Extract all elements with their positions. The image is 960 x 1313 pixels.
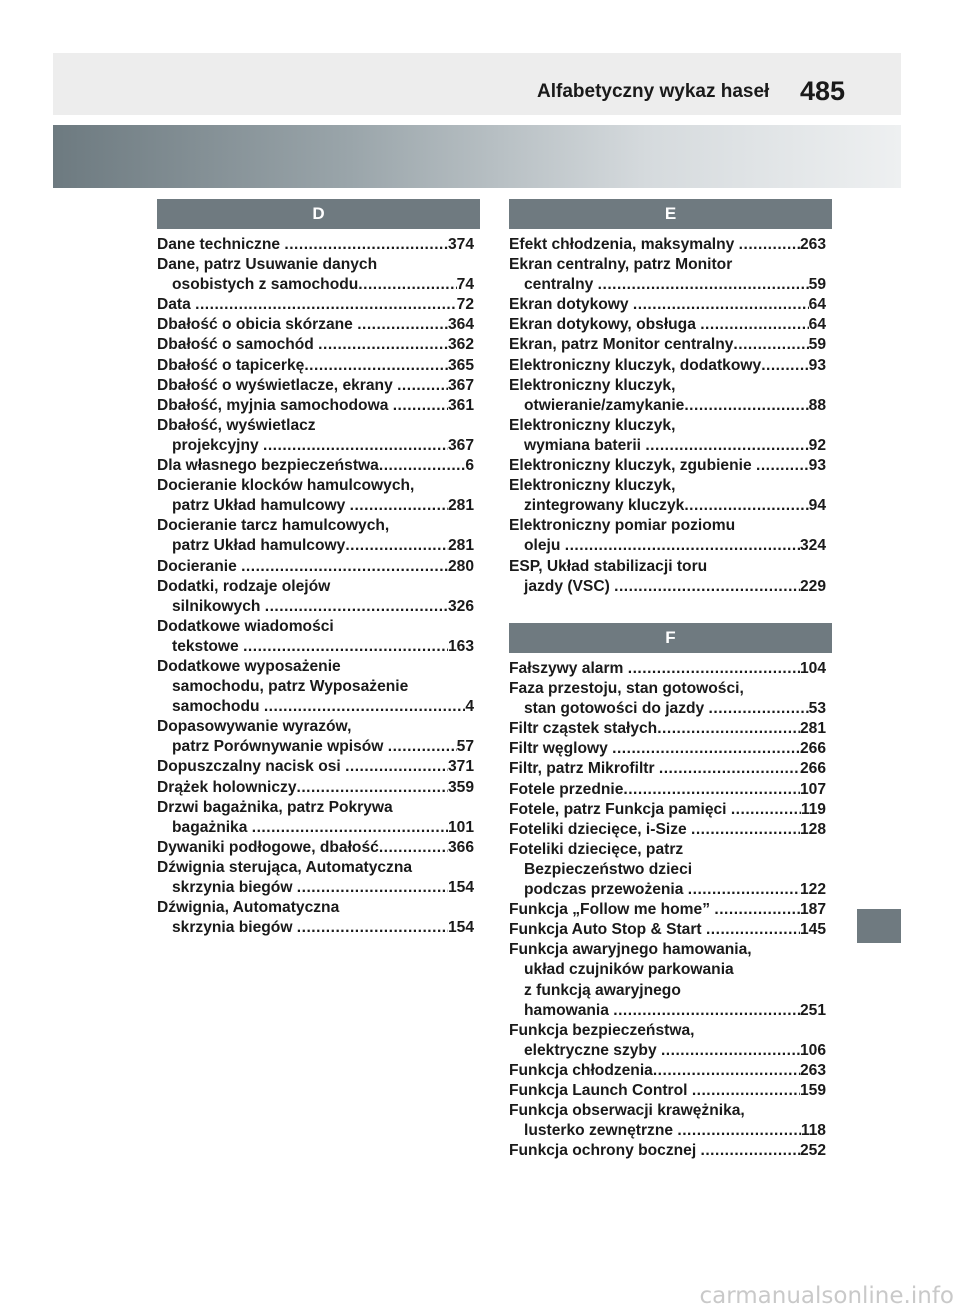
index-entry-text: otwieranie/zamykanie	[524, 396, 685, 414]
index-entry-text: zintegrowany kluczyk	[524, 497, 685, 515]
index-entry-line	[157, 778, 474, 798]
index-entry-text: Dla własnego bezpieczeństwa	[157, 457, 379, 475]
index-entry-line	[157, 315, 474, 335]
index-entry-line	[509, 800, 826, 820]
index-entry-text: Dywaniki podłogowe, dbałość	[157, 838, 379, 856]
dot-leader	[318, 335, 448, 355]
index-entry	[509, 557, 826, 597]
index-entry-text: Elektroniczny kluczyk, dodatkowy	[509, 356, 762, 374]
index-entry-text: Drążek holowniczy	[157, 778, 297, 796]
index-entry	[157, 858, 474, 898]
dot-leader	[357, 315, 448, 335]
index-entry-line	[157, 818, 474, 838]
index-entry	[157, 717, 474, 757]
dot-leader	[709, 699, 809, 719]
index-entry-text: Dbałość, wyświetlacz	[157, 416, 316, 434]
index-entry-line	[157, 275, 474, 295]
page-reference: 122	[799, 881, 826, 899]
index-entry-text: Ekran dotykowy	[509, 296, 633, 314]
page-number: 485	[800, 76, 846, 106]
page-reference: 93	[808, 457, 826, 475]
index-entry-line	[509, 1041, 826, 1061]
index-entry-text: Funkcja obserwacji krawężnika,	[509, 1102, 745, 1120]
page-reference: 371	[447, 758, 474, 776]
page-reference: 59	[808, 336, 826, 354]
index-entry-text: lusterko zewnętrzne	[524, 1122, 678, 1140]
index-entry	[157, 476, 474, 516]
dot-leader	[195, 295, 457, 315]
dot-leader	[684, 396, 808, 416]
dot-leader	[706, 920, 800, 940]
dot-leader	[241, 557, 448, 577]
page-reference: 94	[808, 497, 826, 515]
index-entry-line	[509, 496, 826, 516]
index-entry-text: Funkcja awaryjnego hamowania,	[509, 941, 752, 959]
index-entry-line	[157, 295, 474, 315]
index-entry	[509, 739, 826, 759]
page-reference: 88	[808, 396, 826, 414]
index-entry	[157, 235, 474, 255]
index-entry	[509, 659, 826, 679]
dot-leader	[297, 878, 448, 898]
index-entry-text: Filtr węglowy	[509, 740, 613, 758]
index-entry-text: Funkcja bezpieczeństwa,	[509, 1021, 695, 1039]
index-entry	[509, 315, 826, 335]
dot-leader	[677, 1121, 800, 1141]
page-reference: 119	[800, 800, 826, 818]
index-entry	[157, 456, 474, 476]
index-entry-text: podczas przewożenia	[524, 881, 688, 899]
dot-leader	[761, 356, 808, 376]
index-entry-text: Data	[157, 296, 196, 314]
page-reference: 145	[799, 921, 826, 939]
page-reference: 64	[808, 316, 826, 334]
index-entry-text: Funkcja Launch Control	[509, 1081, 692, 1099]
index-entry-text: Dbałość o tapicerkę	[157, 356, 305, 374]
index-entry-line	[157, 376, 474, 396]
dot-leader	[264, 697, 465, 717]
page-reference: 251	[799, 1001, 826, 1019]
section-heading-e: E	[509, 199, 832, 229]
page-reference: 154	[447, 879, 474, 896]
watermark: carmanualsonline.info	[699, 1283, 954, 1309]
decorative-gradient-band	[53, 125, 901, 188]
index-entry-text: oleju	[524, 537, 565, 555]
index-entry-text: centralny	[524, 276, 598, 294]
index-entry-line	[509, 436, 826, 456]
index-entry-line	[509, 396, 826, 416]
index-entry-line	[509, 900, 826, 920]
page-reference: 281	[447, 497, 474, 515]
dot-leader	[297, 918, 448, 938]
index-entry	[157, 778, 474, 798]
index-entry	[509, 920, 826, 940]
index-entry-line	[157, 557, 474, 577]
index-entry-text: Docieranie tarcz hamulcowych,	[157, 517, 390, 535]
dot-leader	[659, 759, 800, 779]
index-entry-line	[509, 880, 826, 900]
index-entry-text: Dane, patrz Usuwanie danych	[157, 256, 378, 274]
index-entry-line	[157, 536, 474, 556]
index-column-d	[157, 235, 474, 938]
index-entry-text: Efekt chłodzenia, maksymalny	[509, 236, 739, 253]
index-entry	[509, 820, 826, 840]
index-column-f	[509, 659, 826, 1161]
dot-leader	[714, 900, 800, 920]
page-reference: 101	[447, 818, 474, 836]
index-entry-text: Funkcja ochrony bocznej	[509, 1142, 701, 1160]
index-entry-line	[509, 275, 826, 295]
index-entry-line	[509, 335, 826, 355]
dot-leader	[345, 757, 448, 777]
index-entry	[157, 335, 474, 355]
dot-leader	[614, 577, 800, 597]
index-entry-line	[509, 699, 826, 719]
index-entry	[157, 617, 474, 657]
page-reference: 163	[447, 637, 474, 655]
dot-leader	[252, 818, 448, 838]
page-reference: 128	[799, 820, 826, 838]
dot-leader	[598, 275, 809, 295]
page-reference: 6	[465, 457, 474, 475]
index-entry-line	[157, 356, 474, 376]
index-entry	[157, 577, 474, 617]
section-heading-d: D	[157, 199, 480, 229]
page-reference: 252	[799, 1142, 826, 1160]
index-entry-text: Funkcja chłodzenia	[509, 1061, 653, 1079]
index-entry	[157, 416, 474, 456]
dot-leader	[379, 838, 448, 858]
index-entry-text: skrzynia biegów	[172, 919, 297, 937]
index-entry-line	[509, 1081, 826, 1101]
dot-leader	[653, 1061, 800, 1081]
index-entry-text: Dodatki, rodzaje olejów	[157, 577, 331, 595]
dot-leader	[243, 637, 448, 657]
dot-leader	[700, 315, 808, 335]
page-reference: 72	[456, 296, 474, 314]
index-entry-text: Filtr, patrz Mikrofiltr	[509, 760, 659, 778]
index-entry-text: Ekran, patrz Monitor centralny	[509, 336, 734, 354]
index-entry-text: Elektroniczny kluczyk,	[509, 376, 676, 394]
index-entry-line	[509, 235, 826, 255]
index-entry	[509, 1081, 826, 1101]
index-entry-text: osobistych z samochodu	[172, 276, 359, 294]
index-entry-text: Dźwignia, Automatyczna	[157, 899, 340, 917]
dot-leader	[388, 737, 457, 757]
index-entry-line	[157, 757, 474, 777]
index-entry	[509, 759, 826, 779]
index-entry	[509, 840, 826, 900]
dot-leader	[297, 778, 448, 798]
index-entry	[157, 838, 474, 858]
index-entry-text: Fałszywy alarm	[509, 660, 628, 677]
index-entry-line	[509, 1141, 826, 1161]
index-entry-line	[157, 496, 474, 516]
index-entry-text: bagażnika	[172, 818, 252, 836]
index-entry	[509, 900, 826, 920]
index-entry-text: układ czujników parkowania	[524, 961, 734, 979]
page-reference: 281	[799, 720, 826, 738]
dot-leader	[645, 436, 808, 456]
dot-leader	[661, 1041, 800, 1061]
index-entry	[509, 456, 826, 476]
index-entry-line	[157, 697, 474, 717]
index-entry-text: z funkcją awaryjnego	[524, 981, 681, 999]
index-entry	[157, 356, 474, 376]
page-reference: 154	[447, 919, 474, 937]
page-reference: 324	[799, 537, 826, 555]
dot-leader	[379, 456, 465, 476]
page-reference: 361	[447, 396, 474, 414]
dot-leader	[701, 1141, 800, 1161]
index-entry-line	[157, 335, 474, 355]
page-reference: 187	[799, 901, 826, 919]
index-entry	[509, 1061, 826, 1081]
page-reference: 53	[808, 700, 826, 718]
index-entry-line	[509, 315, 826, 335]
index-entry-text: silnikowych	[172, 597, 265, 615]
dot-leader	[657, 719, 800, 739]
dot-leader	[691, 820, 800, 840]
page-reference: 359	[447, 778, 474, 796]
dot-leader	[397, 376, 448, 396]
page-reference: 367	[447, 376, 474, 394]
index-entry-text: stan gotowości do jazdy	[524, 700, 709, 718]
index-entry-line	[157, 396, 474, 416]
index-entry-line	[157, 436, 474, 456]
index-entry-line	[509, 295, 826, 315]
index-entry	[157, 798, 474, 838]
index-entry-line	[509, 659, 826, 679]
index-entry-line	[157, 637, 474, 657]
index-entry	[157, 557, 474, 577]
index-entry	[157, 295, 474, 315]
dot-leader	[623, 780, 800, 800]
index-entry-text: Elektroniczny pomiar poziomu	[509, 517, 736, 535]
index-entry-text: samochodu, patrz Wyposażenie	[172, 678, 409, 696]
index-entry-text: hamowania	[524, 1001, 614, 1019]
index-entry	[157, 657, 474, 717]
index-entry-text: Foteliki dziecięce, patrz	[509, 840, 684, 858]
page-reference: 263	[799, 1061, 826, 1079]
index-entry	[157, 757, 474, 777]
index-entry-text: Elektroniczny kluczyk,	[509, 416, 676, 434]
index-entry-text: Dźwignia sterująca, Automatyczna	[157, 858, 413, 876]
page-reference: 74	[456, 276, 474, 294]
index-entry	[157, 898, 474, 938]
index-entry-line	[509, 1061, 826, 1081]
page-reference: 266	[799, 740, 826, 758]
index-column-e	[509, 235, 826, 597]
page-reference: 326	[447, 597, 474, 615]
index-entry	[509, 679, 826, 719]
index-entry	[509, 1141, 826, 1161]
index-entry	[509, 1021, 826, 1061]
index-entry-line	[509, 577, 826, 597]
index-entry-text: Ekran dotykowy, obsługa	[509, 316, 701, 334]
page-reference: 374	[447, 236, 474, 253]
dot-leader	[304, 356, 448, 376]
page-reference: 266	[799, 760, 826, 778]
index-entry-line	[509, 1121, 826, 1141]
index-entry	[509, 940, 826, 1020]
index-entry-line	[157, 838, 474, 858]
section-heading-f: F	[509, 623, 832, 653]
page-reference: 104	[799, 660, 826, 677]
dot-leader	[358, 275, 456, 295]
index-entry-text: Fotele, patrz Funkcja pamięci	[509, 800, 731, 818]
index-entry-line	[157, 456, 474, 476]
index-entry-line	[157, 737, 474, 757]
page-reference: 107	[799, 780, 826, 798]
header-title: Alfabetyczny wykaz haseł	[537, 81, 770, 102]
index-entry	[509, 1101, 826, 1141]
page-reference: 229	[799, 577, 826, 595]
index-entry	[509, 356, 826, 376]
page-reference: 93	[808, 356, 826, 374]
dot-leader	[628, 659, 800, 679]
index-entry-text: Docieranie klocków hamulcowych,	[157, 477, 415, 495]
index-entry-text: Foteliki dziecięce, i-Size	[509, 820, 691, 838]
index-entry	[157, 255, 474, 295]
index-entry	[509, 255, 826, 295]
index-entry-text: Bezpieczeństwo dzieci	[524, 860, 693, 878]
index-entry-line	[157, 597, 474, 617]
index-entry-text: patrz Układ hamulcowy	[172, 537, 346, 555]
page-reference: 57	[456, 738, 474, 756]
index-entry	[509, 335, 826, 355]
index-entry-text: Dbałość o obicia skórzane	[157, 316, 358, 334]
index-entry-text: Funkcja Auto Stop & Start	[509, 921, 706, 939]
index-entry	[509, 295, 826, 315]
dot-leader	[345, 536, 448, 556]
index-entry-text: Dbałość, myjnia samochodowa	[157, 396, 393, 414]
index-entry-line	[509, 719, 826, 739]
index-entry-line	[509, 920, 826, 940]
dot-leader	[756, 456, 809, 476]
index-entry-text: Docieranie	[157, 557, 242, 575]
dot-leader	[265, 597, 448, 617]
page-reference: 362	[447, 336, 474, 354]
page-reference: 366	[447, 838, 474, 856]
index-entry-line	[157, 235, 474, 255]
dot-leader	[613, 1001, 800, 1021]
index-entry	[509, 780, 826, 800]
index-entry	[509, 719, 826, 739]
index-entry-text: projekcyjny	[172, 436, 264, 454]
index-entry-text: Funkcja „Follow me home”	[509, 901, 715, 919]
page-reference: 59	[808, 276, 826, 294]
dot-leader	[684, 496, 808, 516]
page-reference: 64	[808, 296, 826, 314]
index-entry-text: Ekran centralny, patrz Monitor	[509, 256, 733, 274]
index-entry-text: wymiana baterii	[524, 436, 646, 454]
index-entry-text: Dopuszczalny nacisk osi	[157, 758, 346, 776]
index-entry-line	[509, 759, 826, 779]
index-entry	[509, 376, 826, 416]
index-entry	[509, 800, 826, 820]
index-entry-text: Elektroniczny kluczyk, zgubienie	[509, 457, 756, 475]
index-entry-text: Drzwi bagażnika, patrz Pokrywa	[157, 798, 393, 816]
index-entry	[157, 396, 474, 416]
page-reference: 106	[799, 1041, 826, 1059]
index-entry-text: Elektroniczny kluczyk,	[509, 477, 676, 495]
index-entry-text: Dane techniczne	[157, 236, 285, 253]
dot-leader	[565, 536, 800, 556]
dot-leader	[688, 880, 800, 900]
index-entry-text: patrz Układ hamulcowy	[172, 497, 350, 515]
dot-leader	[263, 436, 448, 456]
index-entry-line	[157, 878, 474, 898]
index-entry-text: samochodu	[172, 698, 264, 716]
page-reference: 367	[447, 436, 474, 454]
index-entry	[509, 476, 826, 516]
page-reference: 92	[808, 436, 826, 454]
dot-leader	[733, 335, 808, 355]
index-entry-text: tekstowe	[172, 637, 244, 655]
page-reference: 159	[799, 1081, 826, 1099]
dot-leader	[612, 739, 800, 759]
index-entry-line	[509, 356, 826, 376]
page-reference: 365	[447, 356, 474, 374]
index-entry-text: ESP, Układ stabilizacji toru	[509, 557, 708, 575]
dot-leader	[731, 800, 801, 820]
dot-leader	[739, 235, 800, 255]
index-entry	[509, 235, 826, 255]
page-reference: 364	[447, 316, 474, 334]
index-entry	[509, 516, 826, 556]
index-entry-line	[509, 456, 826, 476]
index-entry-line	[509, 1001, 826, 1021]
page-reference: 281	[447, 537, 474, 555]
dot-leader	[350, 496, 448, 516]
index-entry-text: Dodatkowe wyposażenie	[157, 657, 341, 675]
index-entry-line	[157, 918, 474, 938]
index-entry-text: Fotele przednie	[509, 780, 624, 798]
page-reference: 118	[800, 1122, 826, 1140]
index-entry-text: Dopasowywanie wyrazów,	[157, 718, 352, 736]
page-reference: 4	[465, 698, 474, 716]
index-entry-line	[509, 739, 826, 759]
index-entry	[157, 315, 474, 335]
dot-leader	[393, 396, 448, 416]
index-entry	[509, 416, 826, 456]
index-entry-text: Dodatkowe wiadomości	[157, 617, 334, 635]
index-entry-text: jazdy (VSC)	[524, 577, 615, 595]
index-entry-text: skrzynia biegów	[172, 879, 297, 896]
dot-leader	[284, 235, 448, 255]
index-entry-text: Dbałość o wyświetlacze, ekrany	[157, 376, 398, 394]
page-reference: 280	[447, 557, 474, 575]
side-thumb-tab	[857, 909, 901, 943]
dot-leader	[633, 295, 809, 315]
index-entry	[157, 376, 474, 396]
index-entry	[157, 516, 474, 556]
index-entry-text: Filtr cząstek stałych	[509, 720, 658, 738]
index-entry-text: patrz Porównywanie wpisów	[172, 738, 388, 756]
dot-leader	[692, 1081, 800, 1101]
index-entry-line	[509, 780, 826, 800]
index-entry-text: Dbałość o samochód	[157, 336, 319, 354]
index-entry-line	[509, 820, 826, 840]
index-entry-text: elektryczne szyby	[524, 1041, 661, 1059]
index-entry-line	[509, 536, 826, 556]
page-reference: 263	[799, 236, 826, 253]
index-entry-text: Faza przestoju, stan gotowości,	[509, 680, 744, 698]
header-band	[53, 53, 901, 115]
